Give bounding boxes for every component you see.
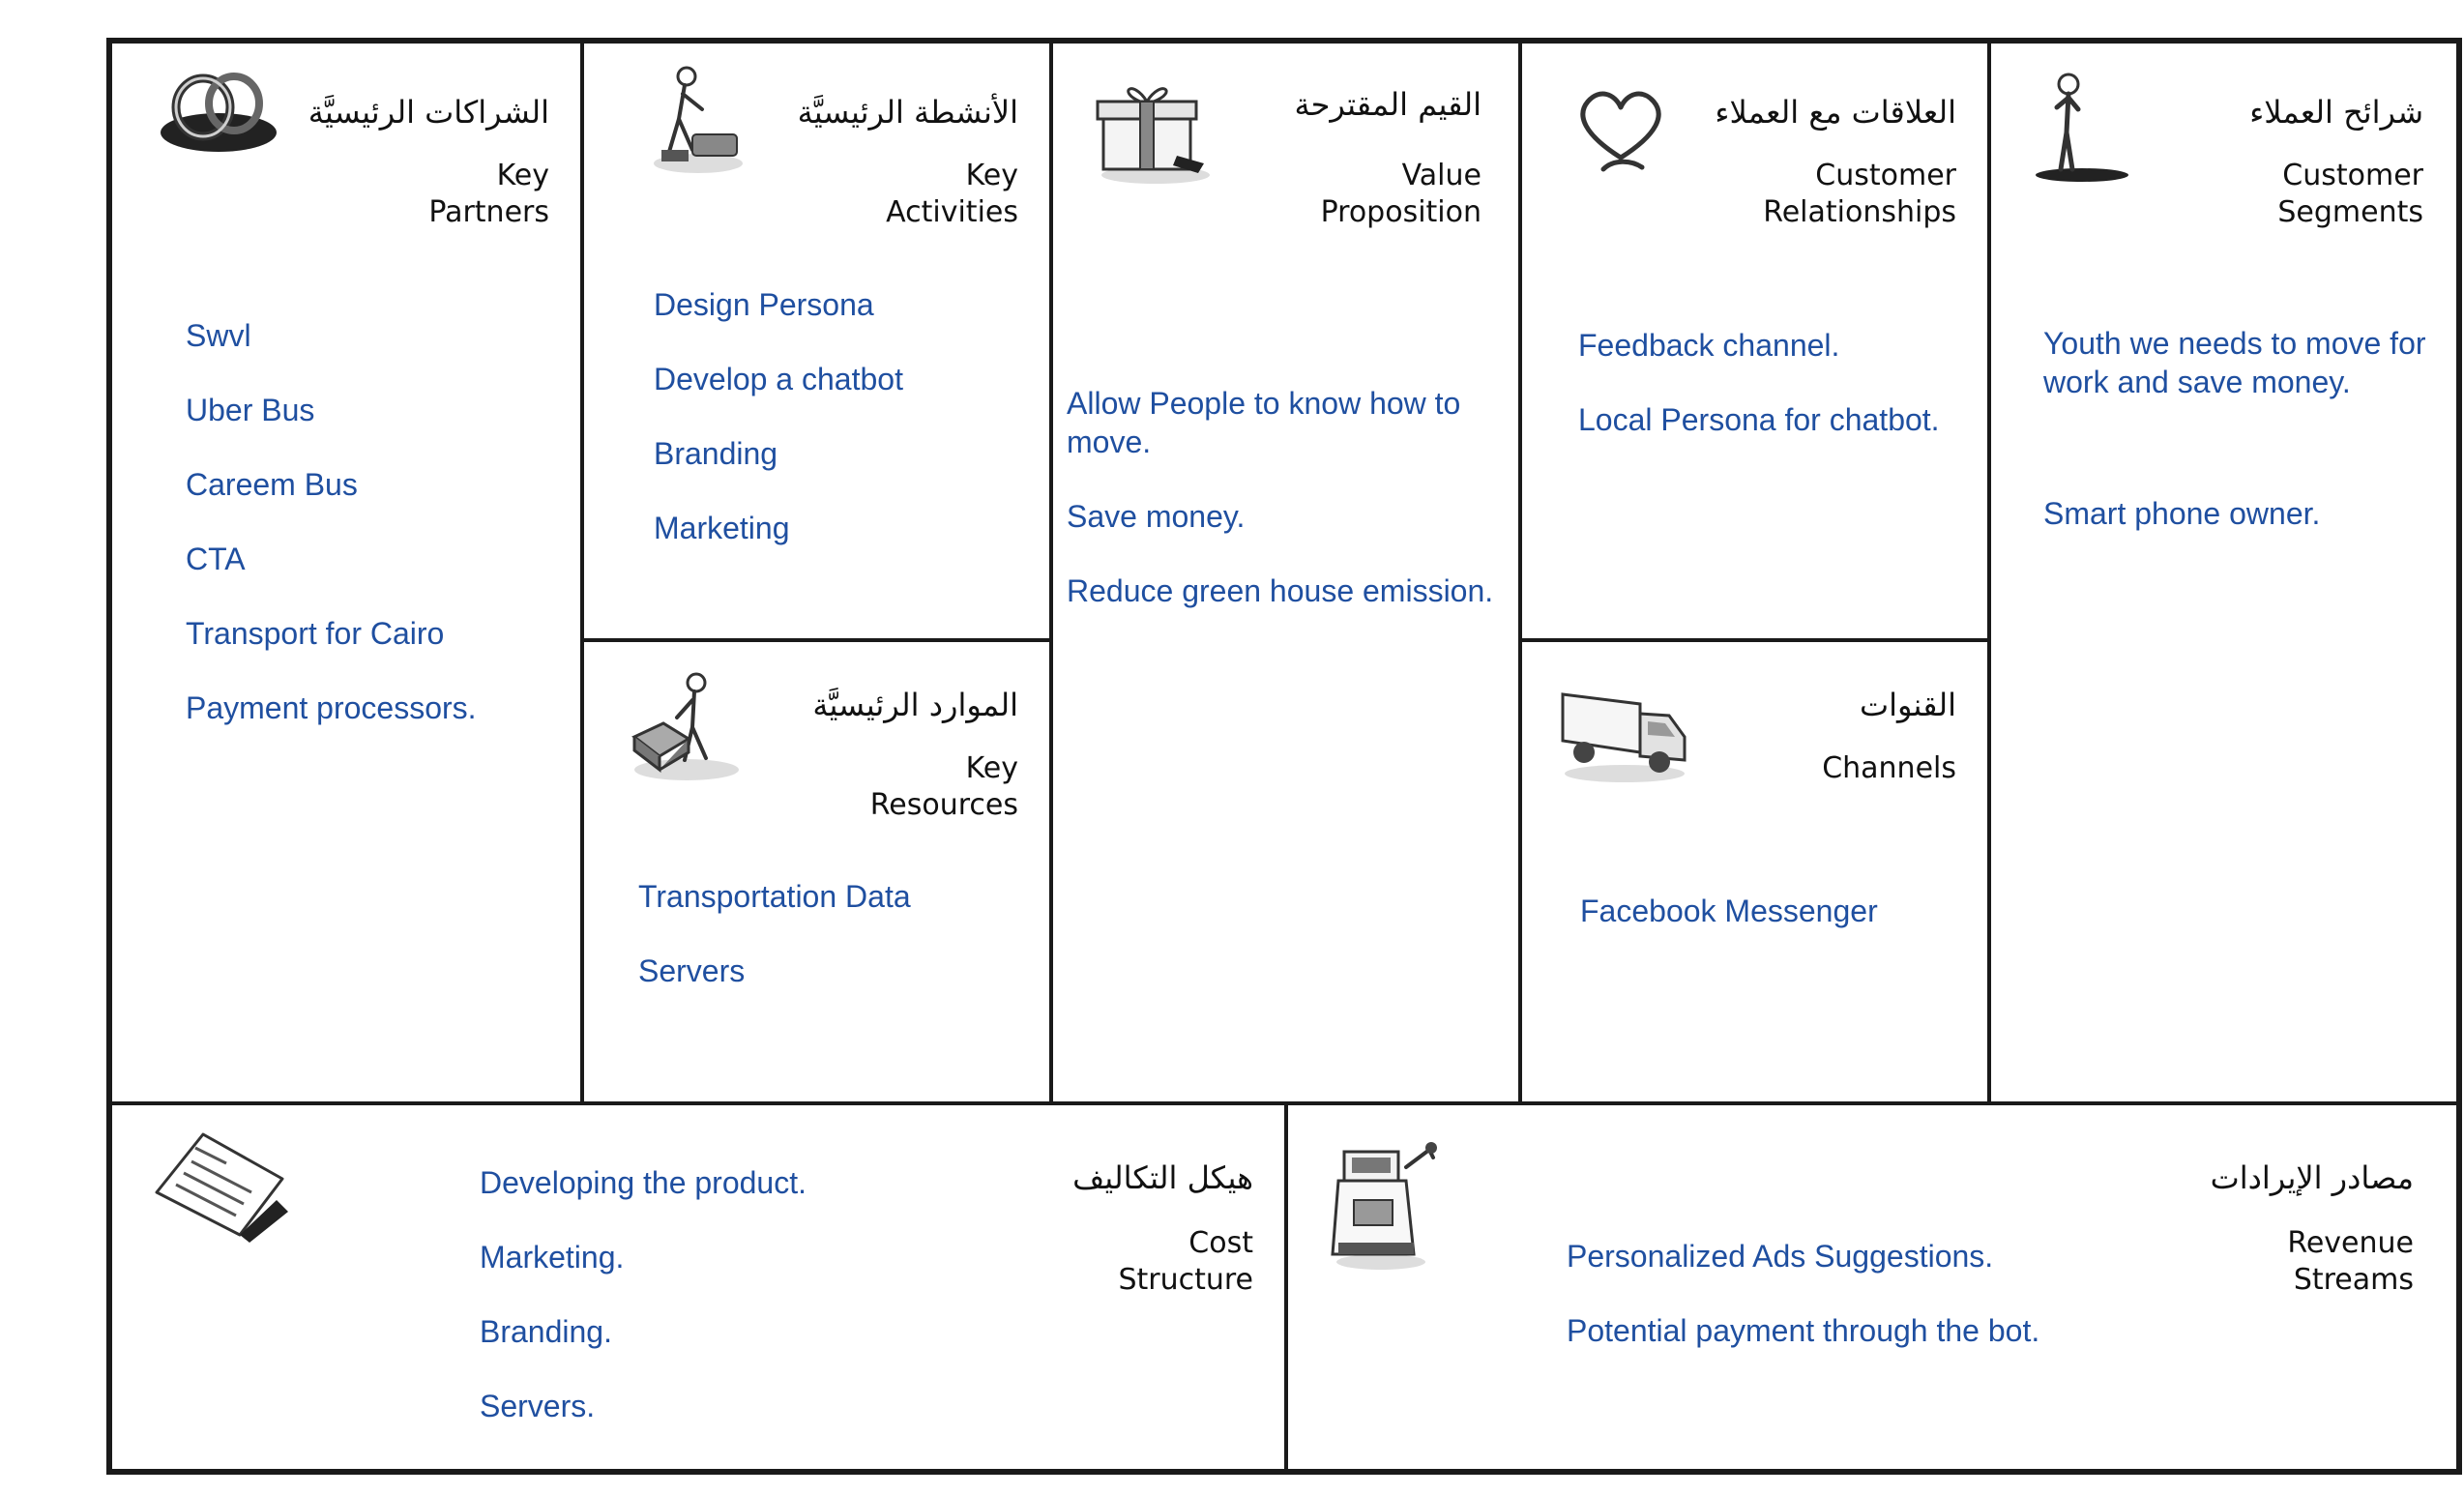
list-item: Swvl — [186, 318, 251, 353]
list-item: Marketing — [654, 511, 790, 545]
customer-relationships-list — [1578, 326, 1940, 475]
key-resources-title-ar: الموارد الرئيسيَّة — [812, 687, 1018, 723]
gift-box-icon — [1090, 73, 1216, 189]
linked-rings-icon — [155, 69, 280, 161]
delivery-truck-icon — [1555, 679, 1694, 785]
list-item: Facebook Messenger — [1580, 894, 1878, 928]
revenue-streams-title-ar: مصادر الإيرادات — [2210, 1159, 2414, 1196]
key-partners-block — [112, 44, 582, 1103]
cost-structure-title-en-line1: Cost — [1188, 1226, 1253, 1260]
customer-relationships-title-en-line1: Customer — [1815, 159, 1956, 192]
key-activities-list — [654, 285, 903, 583]
business-model-canvas — [106, 38, 2462, 1475]
list-item: Potential payment through the bot. — [1567, 1313, 2040, 1348]
key-resources-block — [582, 640, 1051, 1103]
customer-relationships-title-ar: العلاقات مع العملاء — [1715, 94, 1956, 131]
customer-segments-title-en-line1: Customer — [2282, 159, 2423, 192]
key-partners-title-en-line1: Key — [496, 159, 549, 192]
list-item: Allow People to know how to move. — [1067, 386, 1461, 459]
list-item: Personalized Ads Suggestions. — [1567, 1239, 1994, 1274]
value-proposition-title-en-line1: Value — [1401, 159, 1481, 192]
revenue-streams-title-en-line2: Streams — [2293, 1263, 2414, 1297]
key-partners-title-ar: الشراكات الرئيسيَّة — [308, 94, 549, 131]
channels-list — [1580, 892, 1878, 966]
value-proposition-title-ar: القيم المقترحة — [1294, 86, 1481, 123]
list-item: Youth we needs to move for work and save money. — [2043, 326, 2426, 399]
cost-structure-block — [112, 1103, 1286, 1469]
key-activities-title-ar: الأنشطة الرئيسيَّة — [797, 94, 1018, 131]
channels-block — [1520, 640, 1989, 1103]
list-item: Feedback channel. — [1578, 328, 1840, 363]
heart-icon — [1574, 82, 1667, 179]
list-item: Branding. — [480, 1314, 612, 1349]
list-item: Branding — [654, 436, 778, 471]
key-activities-block — [582, 44, 1051, 640]
list-item: Marketing. — [480, 1240, 625, 1275]
key-partners-list — [186, 316, 477, 763]
key-resources-title-en-line1: Key — [965, 751, 1018, 785]
list-item: Smart phone owner. — [2043, 496, 2321, 531]
key-resources-title-en-line2: Resources — [869, 788, 1018, 822]
list-item: Design Persona — [654, 287, 874, 322]
channels-title-ar: القنوات — [1859, 687, 1956, 723]
list-item: Transportation Data — [638, 879, 911, 914]
key-activities-title-en-line1: Key — [965, 159, 1018, 192]
canvas-title-fragment — [1818, 0, 2321, 14]
revenue-streams-title-en-line1: Revenue — [2287, 1226, 2414, 1260]
list-item: CTA — [186, 542, 246, 576]
list-item: Reduce green house emission. — [1067, 573, 1494, 608]
key-partners-title-en-line2: Partners — [428, 195, 549, 229]
list-item: Developing the product. — [480, 1165, 807, 1200]
customer-segments-title-en-line2: Segments — [2277, 195, 2423, 229]
list-item: Save money. — [1067, 499, 1246, 534]
list-item: Servers. — [480, 1389, 596, 1423]
standing-person-icon — [2028, 69, 2134, 185]
channels-title-en: Channels — [1822, 751, 1956, 785]
cost-structure-title-ar: هيكل التكاليف — [1072, 1159, 1253, 1196]
customer-relationships-title-en-line2: Relationships — [1763, 195, 1956, 229]
worker-resources-icon — [625, 669, 745, 785]
list-item: Local Persona for chatbot. — [1578, 402, 1940, 437]
list-item: Uber Bus — [186, 393, 315, 427]
paper-bill-icon — [147, 1129, 292, 1245]
value-proposition-block — [1051, 44, 1520, 1103]
customer-segments-list — [2043, 324, 2430, 569]
value-proposition-list — [1067, 384, 1493, 646]
list-item: Develop a chatbot — [654, 362, 903, 396]
value-proposition-title-en-line2: Proposition — [1320, 195, 1481, 229]
revenue-streams-list — [1567, 1237, 2039, 1386]
list-item: Careem Bus — [186, 467, 358, 502]
key-resources-list — [638, 877, 911, 1026]
worker-activity-icon — [642, 63, 748, 179]
key-activities-title-en-line2: Activities — [886, 195, 1018, 229]
revenue-streams-block — [1286, 1103, 2456, 1469]
list-item: Transport for Cairo — [186, 616, 445, 651]
customer-segments-block — [1989, 44, 2456, 1103]
cost-structure-title-en-line2: Structure — [1118, 1263, 1253, 1297]
cash-register-icon — [1325, 1129, 1441, 1274]
customer-segments-title-ar: شرائح العملاء — [2249, 94, 2423, 131]
customer-relationships-block — [1520, 44, 1989, 640]
cost-structure-list — [480, 1163, 807, 1461]
list-item: Payment processors. — [186, 690, 477, 725]
list-item: Servers — [638, 953, 746, 988]
